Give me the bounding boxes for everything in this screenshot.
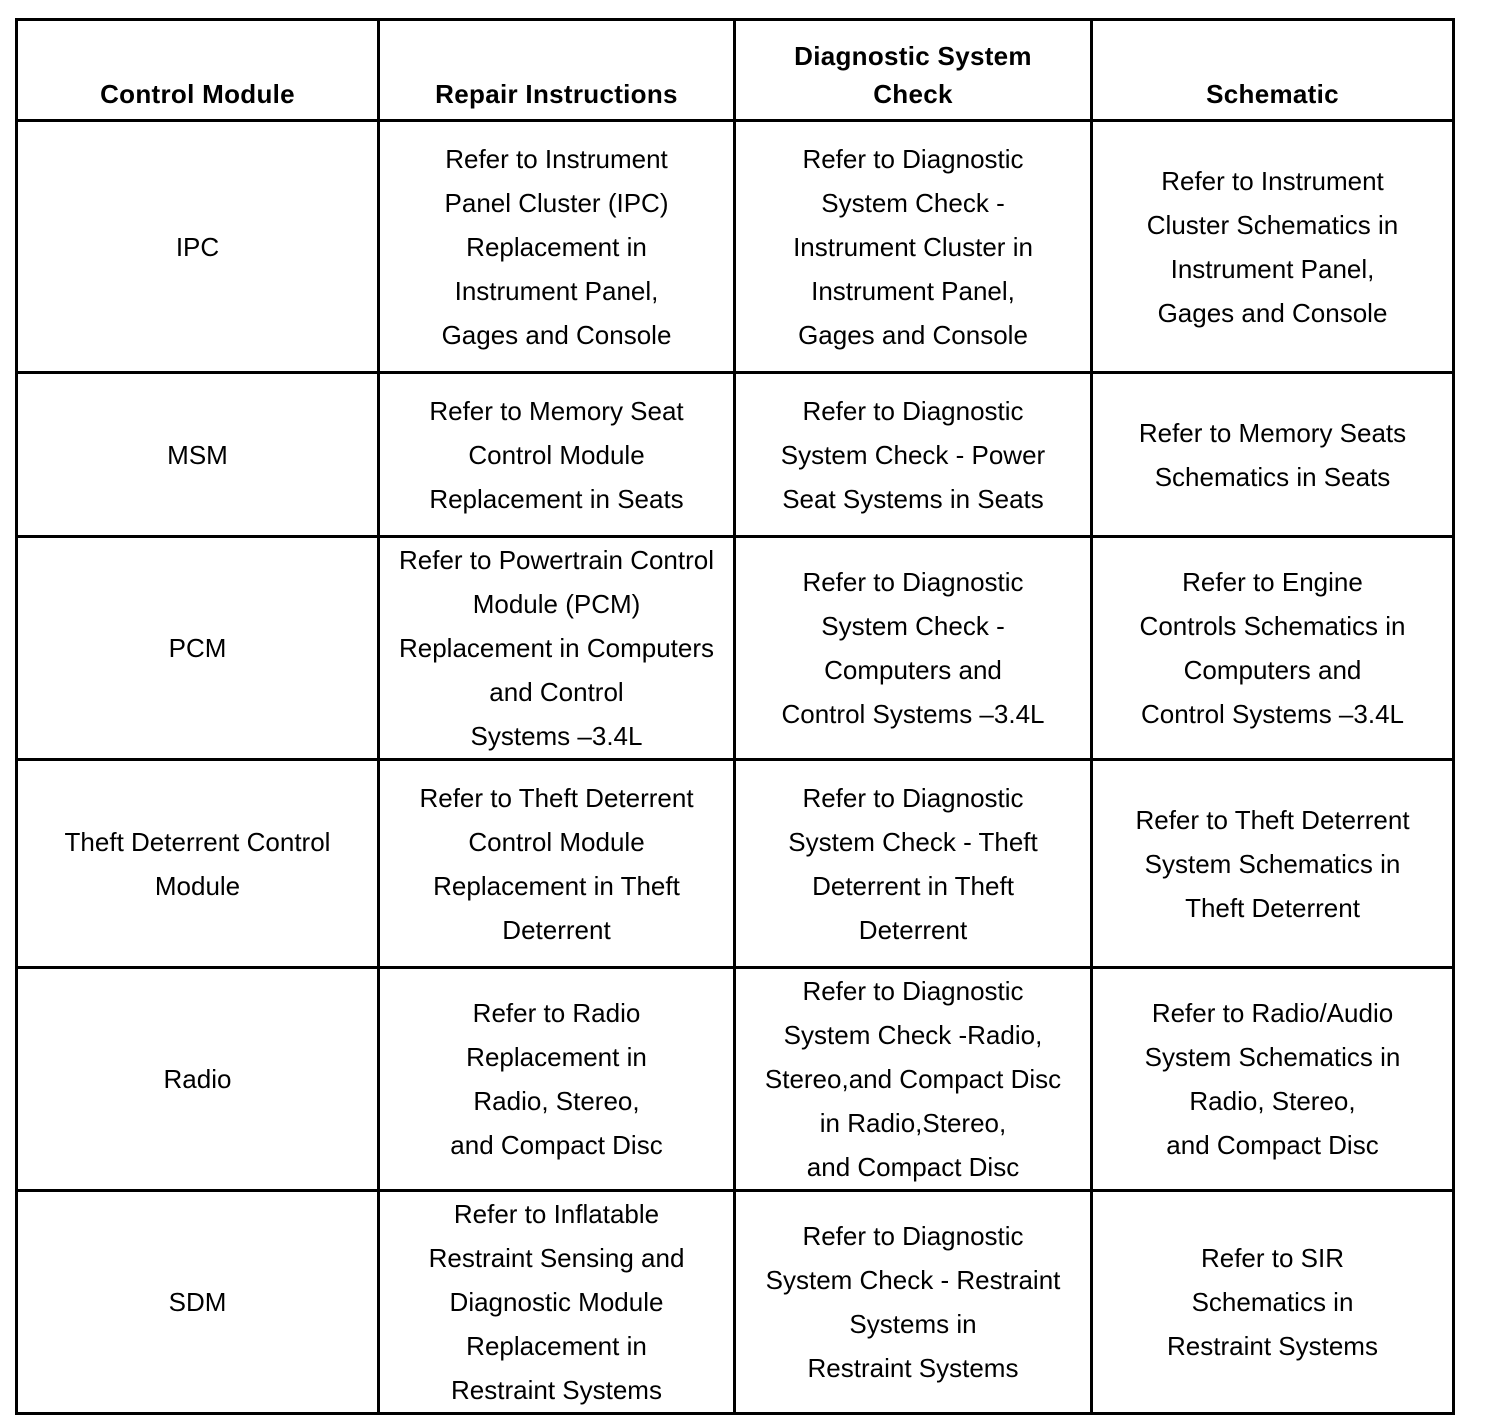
schematic-cell: Refer to Theft Deterrent System Schematics in Theft Deterrent xyxy=(1092,760,1454,968)
repair-cell: Refer to Radio Replacement in Radio, Stereo, and Compact Disc xyxy=(379,968,735,1191)
table-row-sdm xyxy=(17,1191,1454,1414)
module-cell: Theft Deterrent Control Module xyxy=(17,760,379,968)
module-cell: IPC xyxy=(17,121,379,373)
table-row-theft-deterrent xyxy=(17,760,1454,968)
module-cell: Radio xyxy=(17,968,379,1191)
repair-cell: Refer to Powertrain Control Module (PCM) Replacement in Computers and Control Systems –3.4L xyxy=(379,537,735,760)
diagnostic-cell: Refer to Diagnostic System Check - Theft Deterrent in Theft Deterrent xyxy=(735,760,1092,968)
repair-cell: Refer to Inflatable Restraint Sensing and Diagnostic Module Replacement in Restraint Systems xyxy=(379,1191,735,1414)
module-cell: MSM xyxy=(17,373,379,537)
schematic-cell: Refer to Engine Controls Schematics in Computers and Control Systems –3.4L xyxy=(1092,537,1454,760)
table-row-msm xyxy=(17,373,1454,537)
diagnostic-cell: Refer to Diagnostic System Check - Computers and Control Systems –3.4L xyxy=(735,537,1092,760)
table-row-ipc xyxy=(17,121,1454,373)
diagnostic-cell: Refer to Diagnostic System Check - Instrument Cluster in Instrument Panel, Gages and Console xyxy=(735,121,1092,373)
schematic-cell: Refer to Radio/Audio System Schematics in Radio, Stereo, and Compact Disc xyxy=(1092,968,1454,1191)
module-cell: SDM xyxy=(17,1191,379,1414)
table-row-radio xyxy=(17,968,1454,1191)
header-diagnostic-system-check: Diagnostic System Check xyxy=(735,20,1092,121)
diagnostic-cell: Refer to Diagnostic System Check -Radio, Stereo,and Compact Disc in Radio,Stereo, and Compact Disc xyxy=(735,968,1092,1191)
repair-cell: Refer to Memory Seat Control Module Replacement in Seats xyxy=(379,373,735,537)
diagnostic-cell: Refer to Diagnostic System Check - Restraint Systems in Restraint Systems xyxy=(735,1191,1092,1414)
header-schematic: Schematic xyxy=(1092,20,1454,121)
header-row xyxy=(17,20,1454,121)
diagnostic-cell: Refer to Diagnostic System Check - Power Seat Systems in Seats xyxy=(735,373,1092,537)
schematic-cell: Refer to SIR Schematics in Restraint Systems xyxy=(1092,1191,1454,1414)
module-cell: PCM xyxy=(17,537,379,760)
repair-cell: Refer to Instrument Panel Cluster (IPC) Replacement in Instrument Panel, Gages and Console xyxy=(379,121,735,373)
header-control-module: Control Module xyxy=(17,20,379,121)
control-module-reference-table xyxy=(15,18,1455,1415)
repair-cell: Refer to Theft Deterrent Control Module Replacement in Theft Deterrent xyxy=(379,760,735,968)
schematic-cell: Refer to Memory Seats Schematics in Seats xyxy=(1092,373,1454,537)
table-row-pcm xyxy=(17,537,1454,760)
schematic-cell: Refer to Instrument Cluster Schematics in Instrument Panel, Gages and Console xyxy=(1092,121,1454,373)
header-repair-instructions: Repair Instructions xyxy=(379,20,735,121)
